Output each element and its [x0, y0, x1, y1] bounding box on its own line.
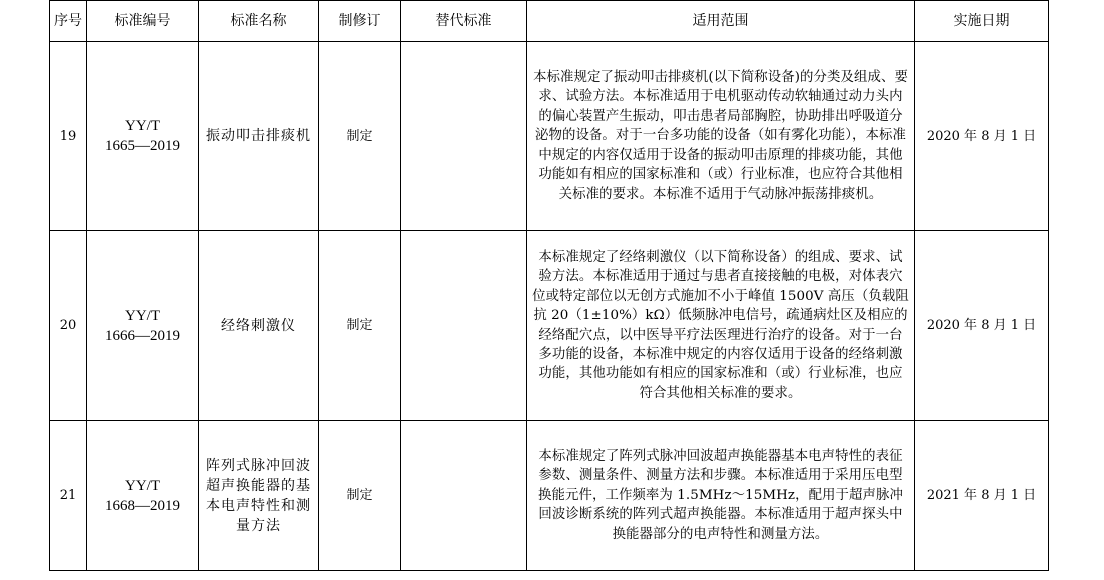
row-scope: 本标准规定了经络刺激仪（以下简称设备）的组成、要求、试验方法。本标准适用于通过与患者直接接触的电极，对体表穴位或特定部位以无创方式施加不小于峰值 1500V 高压（负载阻抗 20（1±10%）kΩ）低频脉冲电信号，疏通病灶区及相应的经络配穴点，以中医导平疗法医理进行治疗的设备。对于一台多功能的设备，本标准中规定的内容仅适用于设备的经络刺激功能，其他功能如有相应的国家标准和（或）行业标准，也应符合其他相关标准的要求。 [527, 231, 915, 421]
standards-table [49, 0, 1049, 571]
table-row [50, 421, 1049, 571]
header-replaces: 替代标准 [401, 1, 527, 42]
row-standard-name: 阵列式脉冲回波超声换能器的基本电声特性和测量方法 [199, 421, 319, 571]
header-number: 标准编号 [87, 1, 199, 42]
standard-number-suffix: 1666—2019 [105, 327, 180, 344]
table-row [50, 42, 1049, 231]
row-replaces [401, 231, 527, 421]
row-index: 19 [50, 42, 87, 231]
standard-number-prefix: YY/T [125, 477, 160, 494]
row-standard-name: 振动叩击排痰机 [199, 42, 319, 231]
row-date: 2020 年 8 月 1 日 [915, 42, 1049, 231]
row-replaces [401, 421, 527, 571]
row-scope: 本标准规定了振动叩击排痰机(以下简称设备)的分类及组成、要求、试验方法。本标准适用于电机驱动传动软轴通过动力头内的偏心装置产生振动，叩击患者局部胸腔，协助排出呼吸道分泌物的设备。对于一台多功能的设备（如有雾化功能），本标准中规定的内容仅适用于设备的振动叩击原理的排痰功能，其他功能如有相应的国家标准和（或）行业标准，也应符合其他相关标准的要求。本标准不适用于气动脉冲振荡排痰机。 [527, 42, 915, 231]
row-date: 2020 年 8 月 1 日 [915, 231, 1049, 421]
row-scope: 本标准规定了阵列式脉冲回波超声换能器基本电声特性的表征参数、测量条件、测量方法和步骤。本标准适用于采用压电型换能元件，工作频率为 1.5MHz～15MHz，配用于超声脉冲回波诊断系统的阵列式超声换能器。本标准适用于超声探头中换能器部分的电声特性和测量方法。 [527, 421, 915, 571]
table-row [50, 231, 1049, 421]
row-standard-name: 经络刺激仪 [199, 231, 319, 421]
header-name: 标准名称 [199, 1, 319, 42]
standard-number-suffix: 1668—2019 [105, 497, 180, 514]
standard-number-prefix: YY/T [125, 118, 160, 134]
header-revision: 制修订 [319, 1, 401, 42]
standard-number-suffix: 1665—2019 [105, 138, 180, 154]
row-date: 2021 年 8 月 1 日 [915, 421, 1049, 571]
row-standard-number [87, 231, 199, 421]
row-revision: 制定 [319, 42, 401, 231]
row-index: 20 [50, 231, 87, 421]
row-standard-number [87, 42, 199, 231]
standard-number-prefix: YY/T [125, 307, 160, 324]
header-index: 序号 [50, 1, 87, 42]
header-scope: 适用范围 [527, 1, 915, 42]
row-revision: 制定 [319, 231, 401, 421]
header-date: 实施日期 [915, 1, 1049, 42]
row-replaces [401, 42, 527, 231]
row-index: 21 [50, 421, 87, 571]
header-row [50, 1, 1049, 42]
row-standard-number [87, 421, 199, 571]
row-revision: 制定 [319, 421, 401, 571]
